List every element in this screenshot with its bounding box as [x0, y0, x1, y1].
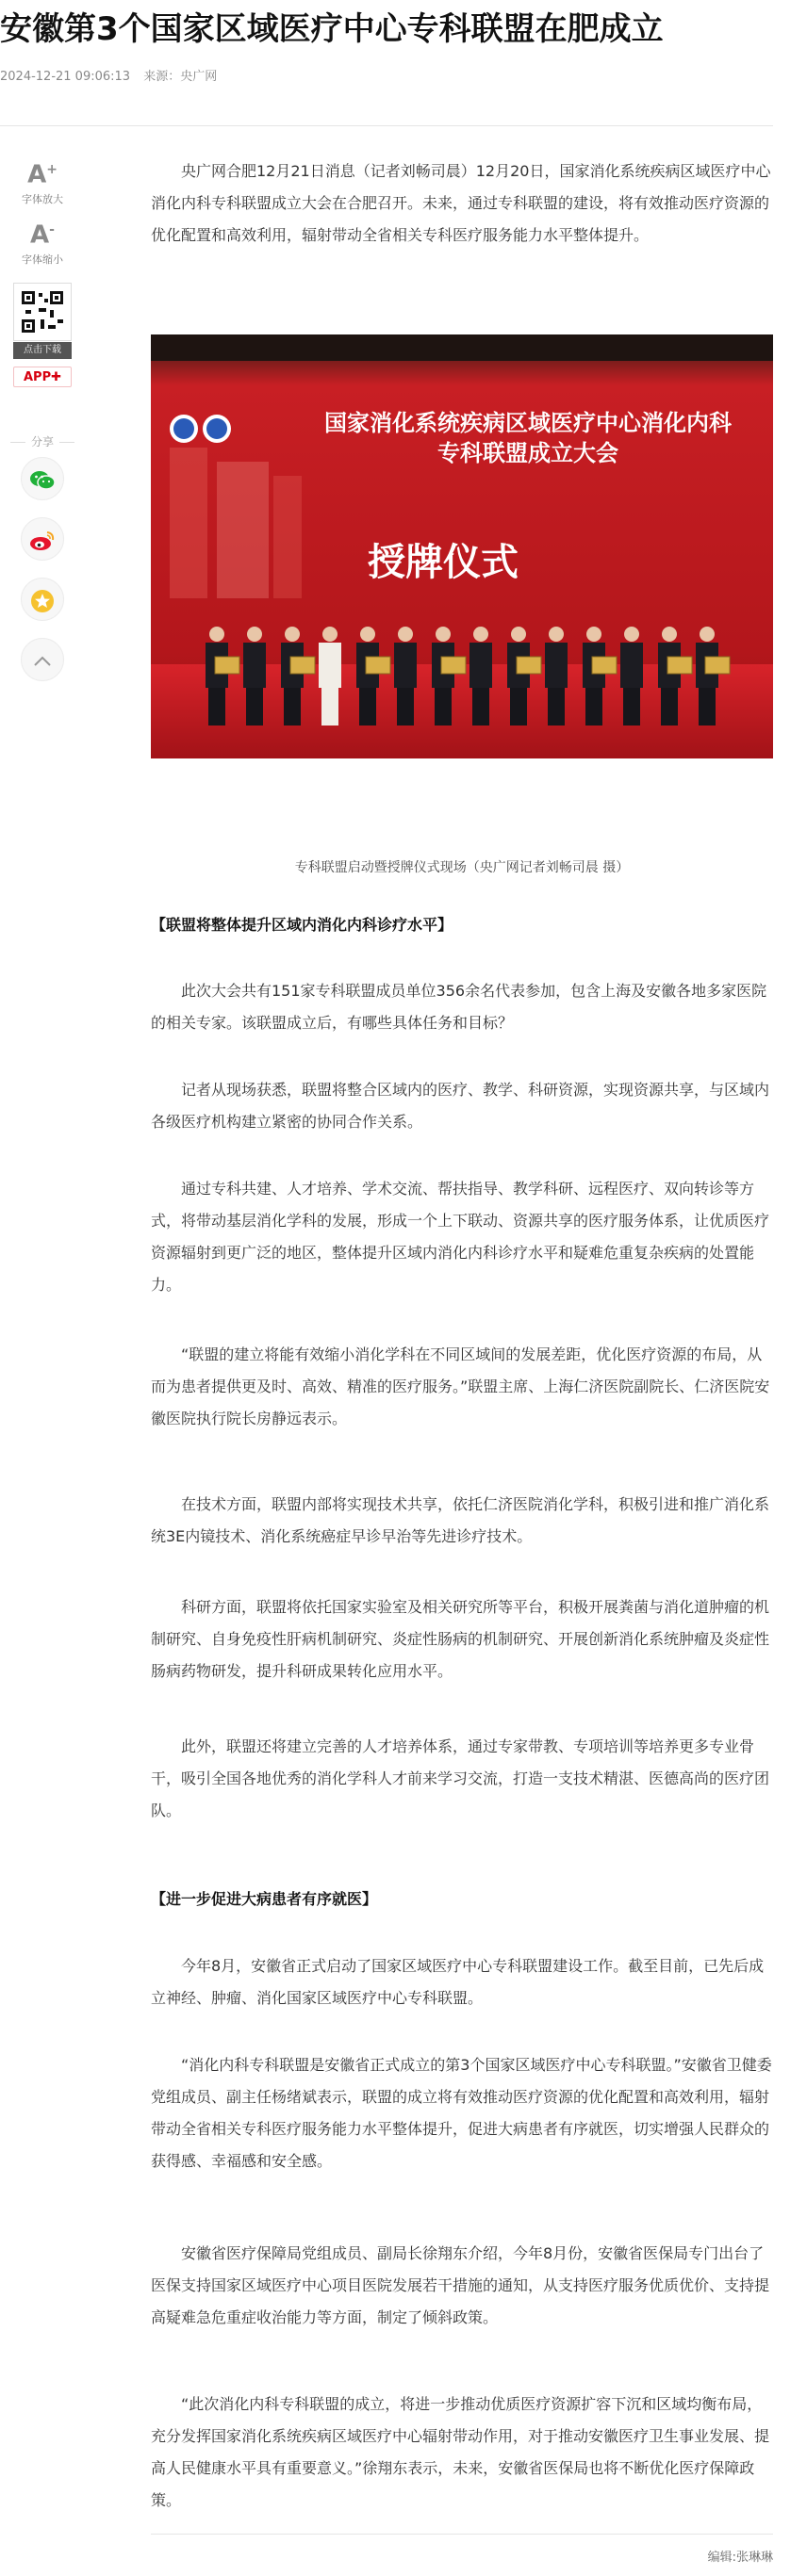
qr-download-label[interactable]: 点击下载: [13, 342, 72, 359]
paragraph-5: “联盟的建立将能有效缩小消化学科在不同区域间的发展差距，优化医疗资源的布局，从而为患者提供更及时、高效、精准的医疗服务。”联盟主席、上海仁济医院副院长、仁济医院安徽医院执行院长房静远表示。: [151, 1345, 770, 1427]
photo-plaque: [215, 657, 239, 674]
article-meta: [0, 66, 226, 84]
qr-code-icon: [22, 291, 63, 333]
app-qr-code[interactable]: [13, 283, 72, 341]
app-plus-icon: ✚: [51, 370, 62, 384]
back-to-top-button[interactable]: [21, 638, 64, 681]
photo-plaque: [705, 657, 730, 674]
photo-plaque: [441, 657, 466, 674]
font-decrease-label: 字体缩小: [22, 253, 63, 266]
paragraph-8: 此外，联盟还将建立完善的人才培养体系，通过专家带教、专项培训等培养更多专业骨干，吸引全国各地优秀的消化学科人才前来学习交流，打造一支技术精湛、医德高尚的医疗团队。: [151, 1737, 770, 1819]
paragraph-lead: 央广网合肥12月21日消息（记者刘畅司晨）12月20日，国家消化系统疾病区域医疗中心消化内科专科联盟成立大会在合肥召开。未来，通过专科联盟的建设，将有效推动医疗资源的优化配置和高效利用，辐射带动全省相关专科医疗服务能力水平整体提升。: [151, 162, 771, 244]
publish-date: 2024-12-21 09:06:13: [0, 70, 131, 84]
paragraph-4: 通过专科共建、人才培养、学术交流、帮扶指导、教学科研、远程医疗、双向转诊等方式，将带动基层消化学科的发展，形成一个上下联动、资源共享的医疗服务体系，让优质医疗资源辐射到更广泛的地区，整体提升区域内消化内科诊疗水平和疑难危重复杂疾病的处置能力。: [151, 1180, 770, 1294]
photo-plaque: [592, 657, 617, 674]
photo-plaque: [290, 657, 315, 674]
ceremony-photo: [151, 334, 773, 758]
paragraph-11: “消化内科专科联盟是安徽省正式成立的第3个国家区域医疗中心专科联盟。”安徽省卫健委党组成员、副主任杨绪斌表示，联盟的成立将有效推动医疗资源的优化配置和高效利用，辐射带动全省相关专科医疗服务能力水平整体提升，促进大病患者有序就医，切实增强人民群众的获得感、幸福感和安全感。: [151, 2056, 772, 2170]
paragraph-7: 科研方面，联盟将依托国家实验室及相关研究所等平台，积极开展粪菌与消化道肿瘤的机制研究、自身免疫性肝病机制研究、炎症性肠病的机制研究、开展创新消化系统肿瘤及炎症性肠病药物研发，提升科研成果转化应用水平。: [151, 1598, 770, 1680]
footer-divider: [151, 2534, 773, 2535]
paragraph-6: 在技术方面，联盟内部将实现技术共享，依托仁济医院消化学科，积极引进和推广消化系统3E内镜技术、消化系统癌症早诊早治等先进诊疗技术。: [151, 1495, 770, 1545]
section-heading-1: 【联盟将整体提升区域内消化内科诊疗水平】: [151, 916, 453, 934]
photo-banner-line2: 专科联盟成立大会: [437, 440, 618, 466]
paragraph-10: 今年8月，安徽省正式启动了国家区域医疗中心专科联盟建设工作。截至目前，已先后成立神经、肿瘤、消化国家区域医疗中心专科联盟。: [151, 1957, 765, 2007]
font-increase-icon: A+: [27, 160, 58, 189]
wechat-icon: [29, 469, 56, 492]
photo-plaque: [667, 657, 692, 674]
article-source: 来源：央广网: [143, 70, 218, 84]
favorite-icon: [30, 589, 55, 613]
photo-caption: 专科联盟启动暨授牌仪式现场（央广网记者刘畅司晨 摄）: [294, 860, 630, 875]
favorite-button[interactable]: [21, 578, 64, 621]
app-label: APP: [23, 370, 52, 384]
wechat-share-button[interactable]: [21, 457, 64, 500]
weibo-share-button[interactable]: [21, 517, 64, 561]
paragraph-12: 安徽省医疗保障局党组成员、副局长徐翔东介绍，今年8月份，安徽省医保局专门出台了医保支持国家区域医疗中心项目医院发展若干措施的通知，从支持医疗服务优质优价、支持提高疑难急危重症收治能力等方面，制定了倾斜政策。: [151, 2244, 770, 2326]
font-decrease-button[interactable]: [13, 216, 72, 267]
paragraph-3: 记者从现场获悉，联盟将整合区域内的医疗、教学、科研资源，实现资源共享，与区域内各级医疗机构建立紧密的协同合作关系。: [151, 1081, 770, 1131]
photo-stage-title: 授牌仪式: [368, 541, 519, 584]
ceremony-photo-image: [151, 334, 773, 758]
share-label: 分享: [0, 433, 85, 449]
font-decrease-icon: A-: [30, 220, 55, 250]
article-title: 安徽第3个国家区域医疗中心专科联盟在肥成立: [0, 10, 664, 48]
photo-banner-line1: 国家消化系统疾病区域医疗中心消化内科: [324, 410, 732, 436]
article-editor: 编辑:张琳琳: [707, 2551, 773, 2565]
back-to-top-icon: [33, 655, 52, 668]
app-download-button[interactable]: [13, 367, 72, 387]
photo-plaque: [366, 657, 390, 674]
paragraph-2: 此次大会共有151家专科联盟成员单位356余名代表参加，包含上海及安徽各地多家医院的相关专家。该联盟成立后，有哪些具体任务和目标？: [151, 982, 767, 1032]
paragraph-13: “此次消化内科专科联盟的成立，将进一步推动优质医疗资源扩容下沉和区域均衡布局，充分发挥国家消化系统疾病区域医疗中心辐射带动作用，对于推动安徽医疗卫生事业发展、提高人民健康水平具有重要意义。”徐翔东表示，未来，安徽省医保局也将不断优化医疗保障政策。: [151, 2395, 770, 2509]
font-increase-button[interactable]: [13, 155, 72, 206]
section-heading-2: 【进一步促进大病患者有序就医】: [151, 1890, 378, 1908]
weibo-icon: [29, 530, 56, 552]
font-increase-label: 字体放大: [22, 192, 63, 205]
photo-plaque: [517, 657, 541, 674]
header-divider: [0, 125, 773, 126]
